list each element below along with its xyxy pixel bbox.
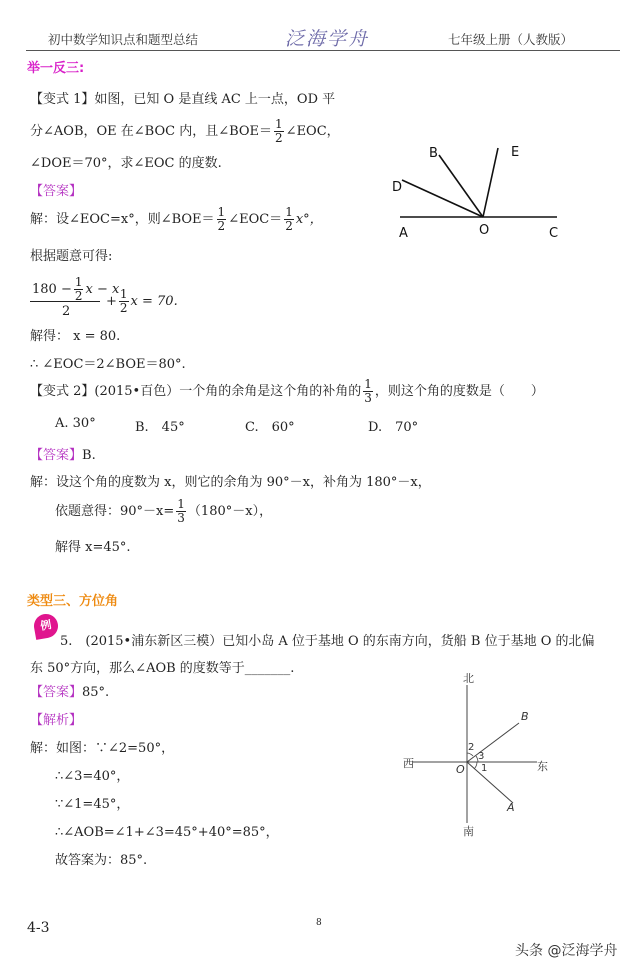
section-title-bearing: 类型三、方位角: [27, 594, 119, 609]
label-west: 西: [403, 757, 414, 770]
label-c: C: [549, 226, 559, 241]
answer-label-1: 【答案】: [30, 184, 83, 199]
label-angle-3: 3: [478, 751, 485, 762]
footer-page-number: 8: [316, 918, 322, 928]
section-title-practice: 举一反三:: [27, 61, 85, 76]
example-question-line2: 东 50°方向，那么∠AOB 的度数等于_______.: [30, 661, 295, 676]
analysis-step-3: ∵∠1=45°，: [55, 797, 130, 812]
analysis-step-5: 故答案为：85°.: [55, 853, 148, 868]
label-angle-1: 1: [481, 763, 488, 774]
fraction-half: $\frac{1}{2}$: [74, 275, 83, 303]
variant2-answer: 【答案】B.: [30, 448, 96, 463]
fraction-bar: [30, 301, 100, 302]
label-o: O: [479, 223, 490, 238]
label-angle-2: 2: [468, 742, 475, 753]
example-answer: 【答案】85°.: [30, 685, 110, 700]
variant2-solution-line1: 解：设这个角的度数为 x，则它的余角为 90°－x，补角为 180°－x，: [30, 475, 431, 490]
label-point-b: B: [521, 710, 529, 723]
figure-angles-aoc: [385, 135, 580, 245]
variant1-solution-line1: 解：设∠EOC=x°，则∠BOE＝ $\frac{1}{2}$ ∠EOC＝ $\frac{1}{2}$ x°，: [30, 205, 323, 233]
variant1-line2-a: 分∠AOB，OE 在∠BOC 内，且∠BOE＝: [30, 124, 273, 139]
label-north: 北: [463, 672, 474, 685]
header-left-title: 初中数学知识点和题型总结: [48, 32, 199, 47]
option-b: B. 45°: [135, 420, 185, 435]
analysis-label: 【解析】: [30, 713, 83, 728]
label-d: D: [392, 180, 403, 195]
label-point-a: A: [507, 801, 515, 814]
variant2-solution-line2: 依题意得：90°－x= $\frac{1}{3}$ （180°－x），: [55, 497, 273, 525]
label-a: A: [399, 226, 408, 241]
fraction-half: $\frac{1}{2}$: [217, 205, 226, 233]
variant1-solution-line4: ∴ ∠EOC＝2∠BOE＝80°.: [30, 357, 186, 372]
header-brand: 泛海学舟: [285, 28, 370, 50]
figure-compass: [385, 665, 575, 840]
option-c: C. 60°: [245, 420, 295, 435]
footer-chapter: 4-3: [27, 920, 50, 936]
equation-block: 180 − $\frac{1}{2}$ x − x 2 + $\frac{1}{2}$ x = 70.: [32, 275, 178, 319]
variant1-line3: ∠DOE＝70°，求∠EOC 的度数.: [30, 156, 222, 171]
fraction-third: $\frac{1}{3}$: [364, 377, 372, 405]
example-badge: 例: [32, 612, 60, 640]
option-d: D. 70°: [368, 420, 419, 435]
variant1-line2: [30, 118, 340, 145]
variant1-solution-line3: 解得： x = 80.: [30, 329, 121, 344]
fraction-third: $\frac{1}{3}$: [177, 497, 185, 525]
fraction-half: $\frac{1}{2}$: [275, 117, 283, 145]
label-origin: O: [456, 763, 465, 776]
header-right-title: 七年级上册（人教版）: [448, 32, 574, 47]
label-east: 东: [537, 760, 548, 773]
variant1-line1: 【变式 1】如图，已知 O 是直线 AC 上一点，OD 平: [30, 92, 336, 107]
variant2-question: 【变式 2】(2015•百色）一个角的余角是这个角的补角的 $\frac{1}{3}$ ，则这个角的度数是（ ）: [30, 377, 544, 405]
analysis-step-1: 解：如图：∵∠2=50°，: [30, 741, 175, 756]
variant2-solution-line3: 解得 x=45°.: [55, 540, 131, 555]
option-a: A. 30°: [55, 416, 96, 431]
variant1-line2-b: ∠EOC，: [285, 124, 340, 139]
analysis-step-4: ∴∠AOB=∠1+∠3=45°+40°=85°，: [55, 825, 279, 840]
variant1-solution-line2: 根据题意可得:: [30, 249, 113, 264]
label-e: E: [511, 145, 520, 160]
fraction-half: $\frac{1}{2}$: [285, 205, 293, 233]
watermark: 头条 @泛海学舟: [515, 943, 618, 959]
example-question-line1: 5. (2015•浦东新区三模）已知小岛 A 位于基地 O 的东南方向，货船 B 位于基地 O 的北偏: [60, 634, 595, 649]
fraction-half: $\frac{1}{2}$: [119, 287, 128, 315]
label-south: 南: [463, 825, 474, 838]
label-b: B: [429, 146, 438, 161]
analysis-step-2: ∴∠3=40°，: [55, 769, 130, 784]
header-divider: [26, 50, 620, 51]
